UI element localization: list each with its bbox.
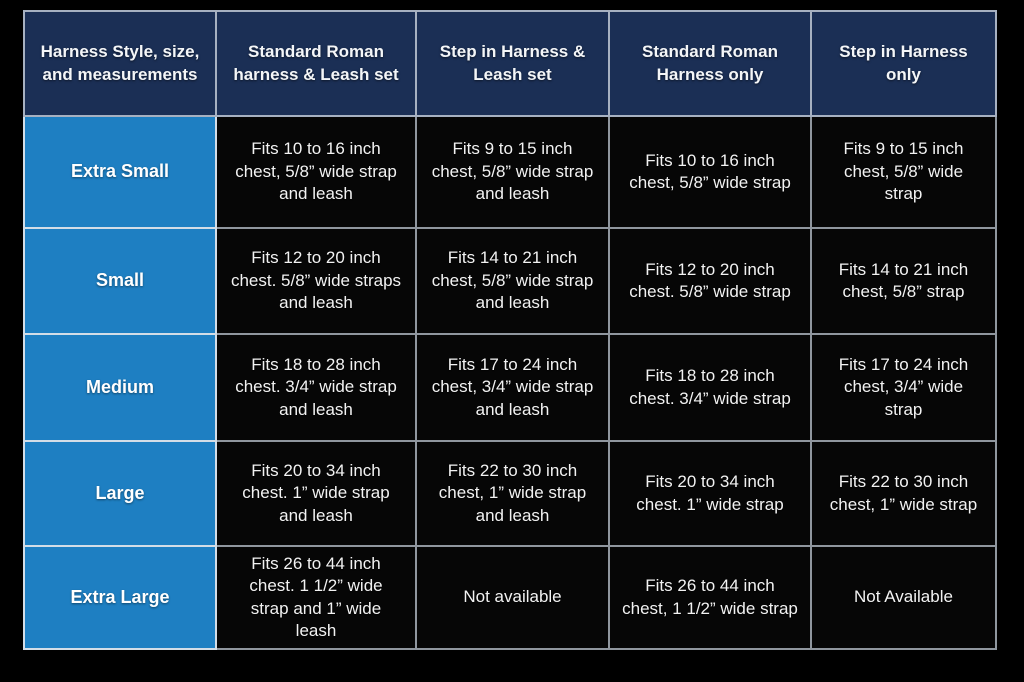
size-chart-container	[23, 10, 997, 650]
cell-medium-standard-roman-only: Fits 18 to 28 inch chest. 3/4” wide strap	[609, 334, 811, 441]
table-row-medium	[24, 334, 996, 441]
cell-medium-standard-roman-set: Fits 18 to 28 inch chest. 3/4” wide strap and leash	[216, 334, 416, 441]
cell-small-step-in-set: Fits 14 to 21 inch chest, 5/8” wide strap and leash	[416, 228, 609, 334]
header-row	[24, 11, 996, 116]
cell-extra-small-standard-roman-only: Fits 10 to 16 inch chest, 5/8” wide strap	[609, 116, 811, 228]
column-header-standard-roman-set: Standard Roman harness & Leash set	[216, 11, 416, 116]
column-header-step-in-set: Step in Harness & Leash set	[416, 11, 609, 116]
cell-small-standard-roman-only: Fits 12 to 20 inch chest. 5/8” wide strap	[609, 228, 811, 334]
cell-extra-large-step-in-only: Not Available	[811, 546, 996, 649]
harness-size-chart-table	[23, 10, 997, 650]
cell-medium-step-in-set: Fits 17 to 24 inch chest, 3/4” wide strap and leash	[416, 334, 609, 441]
row-header-extra-small: Extra Small	[24, 116, 216, 228]
cell-extra-small-standard-roman-set: Fits 10 to 16 inch chest, 5/8” wide strap and leash	[216, 116, 416, 228]
cell-large-step-in-set: Fits 22 to 30 inch chest, 1” wide strap and leash	[416, 441, 609, 546]
cell-large-step-in-only: Fits 22 to 30 inch chest, 1” wide strap	[811, 441, 996, 546]
table-row-extra-small	[24, 116, 996, 228]
cell-medium-step-in-only: Fits 17 to 24 inch chest, 3/4” wide strap	[811, 334, 996, 441]
row-header-small: Small	[24, 228, 216, 334]
cell-large-standard-roman-only: Fits 20 to 34 inch chest. 1” wide strap	[609, 441, 811, 546]
table-row-large	[24, 441, 996, 546]
cell-extra-small-step-in-set: Fits 9 to 15 inch chest, 5/8” wide strap and leash	[416, 116, 609, 228]
cell-extra-small-step-in-only: Fits 9 to 15 inch chest, 5/8” wide strap	[811, 116, 996, 228]
cell-extra-large-step-in-set: Not available	[416, 546, 609, 649]
column-header-step-in-only: Step in Harness only	[811, 11, 996, 116]
cell-extra-large-standard-roman-only: Fits 26 to 44 inch chest, 1 1/2” wide strap	[609, 546, 811, 649]
table-row-extra-large	[24, 546, 996, 649]
row-header-extra-large: Extra Large	[24, 546, 216, 649]
cell-large-standard-roman-set: Fits 20 to 34 inch chest. 1” wide strap and leash	[216, 441, 416, 546]
cell-extra-large-standard-roman-set: Fits 26 to 44 inch chest. 1 1/2” wide strap and 1” wide leash	[216, 546, 416, 649]
cell-small-step-in-only: Fits 14 to 21 inch chest, 5/8” strap	[811, 228, 996, 334]
cell-small-standard-roman-set: Fits 12 to 20 inch chest. 5/8” wide straps and leash	[216, 228, 416, 334]
table-row-small	[24, 228, 996, 334]
row-header-large: Large	[24, 441, 216, 546]
column-header-standard-roman-only: Standard Roman Harness only	[609, 11, 811, 116]
row-header-medium: Medium	[24, 334, 216, 441]
column-header-harness-style: Harness Style, size, and measurements	[24, 11, 216, 116]
